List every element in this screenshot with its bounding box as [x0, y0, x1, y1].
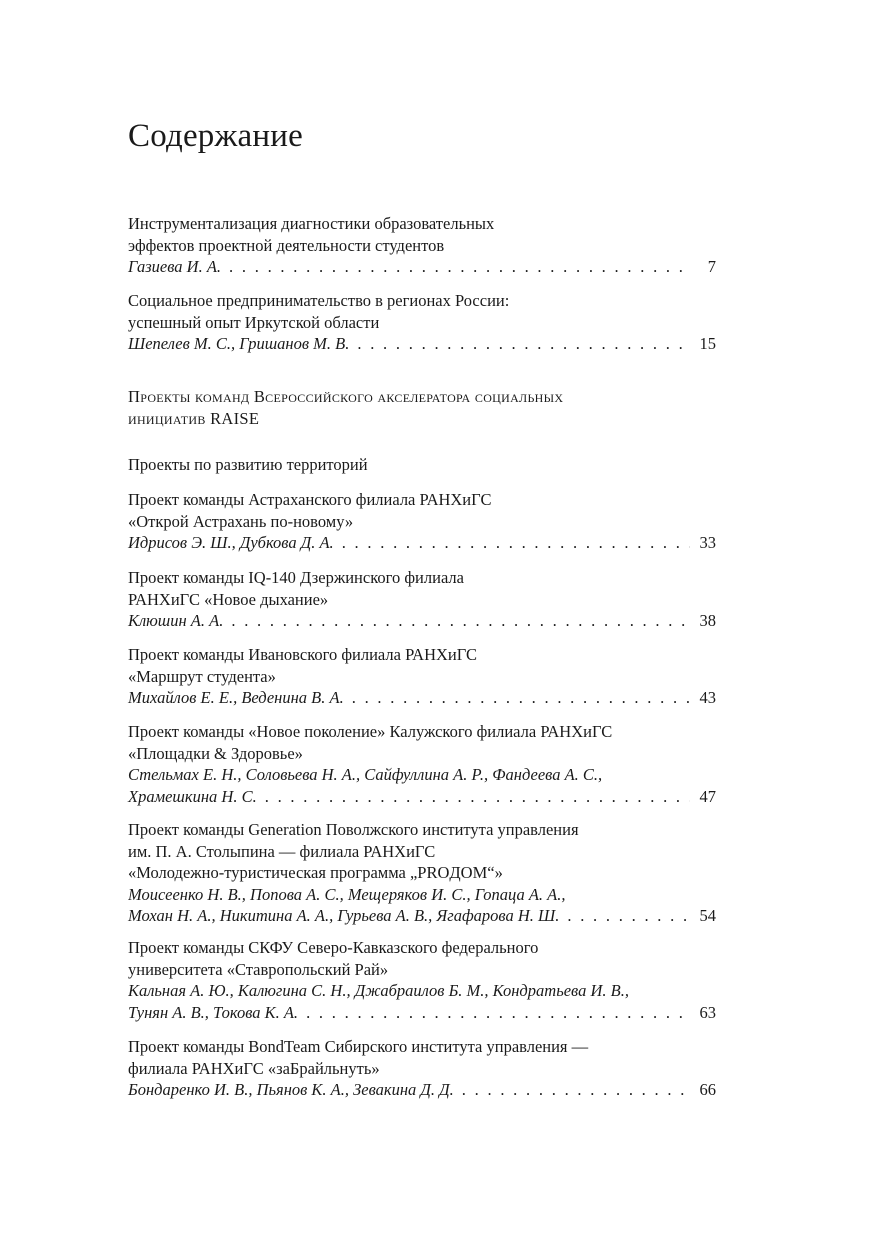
dot-leader: [229, 256, 690, 278]
entry-author-row: [128, 1002, 716, 1024]
entry-authors: Тунян А. В., Токова К. А.: [128, 1002, 299, 1022]
entry-title-line: Проект команды Generation Поволжского института управления: [128, 820, 579, 839]
entry-title-line: Проект команды Астраханского филиала РАНХиГС: [128, 490, 492, 509]
dot-leader: [306, 1002, 690, 1024]
subsection-heading-text: Проекты по развитию территорий: [128, 455, 368, 474]
entry-title-line: «Молодежно-туристическая программа „PROДОМ“»: [128, 863, 503, 882]
dot-leader: [231, 610, 690, 632]
entry-title-line: университета «Ставропольский Рай»: [128, 959, 389, 979]
entry-author-row: [128, 905, 716, 927]
entry-authors: Идрисов Э. Ш., Дубкова Д. А.: [128, 533, 334, 552]
entry-authors: Бондаренко И. В., Пьянов К. А., Зевакина Д. Д.: [128, 1080, 454, 1099]
entry-title-line: филиала РАНХиГС «заБрайльнуть»: [128, 1058, 380, 1078]
entry-author-row: [128, 1079, 716, 1101]
entry-title-line: Проект команды СКФУ Северо-Кавказского федерального: [128, 938, 539, 957]
entry-page-number[interactable]: 47: [699, 786, 716, 806]
entry-author-row: [128, 786, 716, 808]
entry-page-number[interactable]: 33: [699, 533, 716, 552]
toc-entry[interactable]: [128, 644, 716, 709]
dot-leader: [342, 532, 690, 554]
entry-authors: Моисеенко Н. В., Попова А. С., Мещеряков И. С., Гопаца А. А.,: [128, 884, 566, 904]
dot-leader: [462, 1079, 690, 1101]
toc-entry[interactable]: [128, 213, 716, 278]
entry-authors: Шепелев М. С., Гришанов М. В.: [128, 334, 350, 353]
entry-page-number[interactable]: 7: [707, 257, 716, 276]
entry-title-line: «Открой Астрахань по-новому»: [128, 511, 354, 531]
entry-authors: Мохан Н. А., Никитина А. А., Гурьева А. В., Ягафарова Н. Ш.: [128, 906, 560, 925]
dot-leader: [352, 687, 690, 709]
toc-entry[interactable]: [128, 721, 716, 807]
entry-authors: Клюшин А. А.: [128, 611, 224, 630]
entry-page-number[interactable]: 43: [699, 688, 716, 707]
entry-page-number[interactable]: 38: [699, 611, 716, 630]
toc-entry[interactable]: [128, 290, 716, 355]
section-heading: [128, 386, 716, 429]
toc-entry[interactable]: [128, 489, 716, 554]
dot-leader: [265, 786, 690, 808]
entry-title-line: РАНХиГС «Новое дыхание»: [128, 589, 329, 609]
entry-title-line: эффектов проектной деятельности студентов: [128, 235, 445, 255]
entry-page-number[interactable]: 66: [699, 1080, 716, 1099]
subsection-heading: [128, 454, 716, 476]
entry-author-row: [128, 333, 716, 355]
entry-title-line: им. П. А. Столыпина — филиала РАНХиГС: [128, 841, 436, 861]
entry-authors: Храмешкина Н. С.: [128, 786, 257, 806]
entry-author-row: [128, 532, 716, 554]
entry-page-number[interactable]: 63: [699, 1002, 716, 1022]
entry-authors: Газиева И. А.: [128, 257, 222, 276]
entry-page-number[interactable]: 54: [699, 906, 716, 925]
entry-author-row: [128, 610, 716, 632]
toc-entry[interactable]: [128, 1036, 716, 1101]
dot-leader: [357, 333, 690, 355]
entry-author-row: [128, 256, 716, 278]
entry-title-line: «Площадки & Здоровье»: [128, 743, 303, 763]
toc-entry[interactable]: [128, 819, 716, 927]
entry-title-line: Инструментализация диагностики образовательных: [128, 214, 495, 233]
toc-entry[interactable]: [128, 937, 716, 1023]
entry-title-line: Проект команды «Новое поколение» Калужского филиала РАНХиГС: [128, 722, 613, 741]
entry-authors: Стельмах Е. Н., Соловьева Н. А., Сайфуллина А. Р., Фандеева А. С.,: [128, 765, 603, 784]
dot-leader: [567, 905, 690, 927]
entry-authors: Михайлов Е. Е., Веденина В. А.: [128, 688, 344, 707]
entry-title-line: Проект команды IQ-140 Дзержинского филиала: [128, 568, 464, 587]
entry-title-line: успешный опыт Иркутской области: [128, 312, 380, 332]
page-title: Содержание: [128, 118, 303, 154]
entry-author-row: [128, 687, 716, 709]
section-heading-line: Проекты команд Всероссийского акселератора социальных: [128, 387, 564, 406]
entry-title-line: Проект команды Ивановского филиала РАНХиГС: [128, 645, 478, 664]
entry-title-line: Проект команды BondTeam Сибирского института управления —: [128, 1037, 589, 1056]
entry-authors: Кальная А. Ю., Калюгина С. Н., Джабраилов Б. М., Кондратьева И. В.,: [128, 981, 629, 1000]
entry-title-line: «Маршрут студента»: [128, 666, 276, 686]
entry-title-line: Социальное предпринимательство в регионах России:: [128, 291, 510, 310]
toc-entry[interactable]: [128, 567, 716, 632]
section-heading-line: инициатив RAISE: [128, 408, 260, 428]
entry-page-number[interactable]: 15: [699, 334, 716, 353]
